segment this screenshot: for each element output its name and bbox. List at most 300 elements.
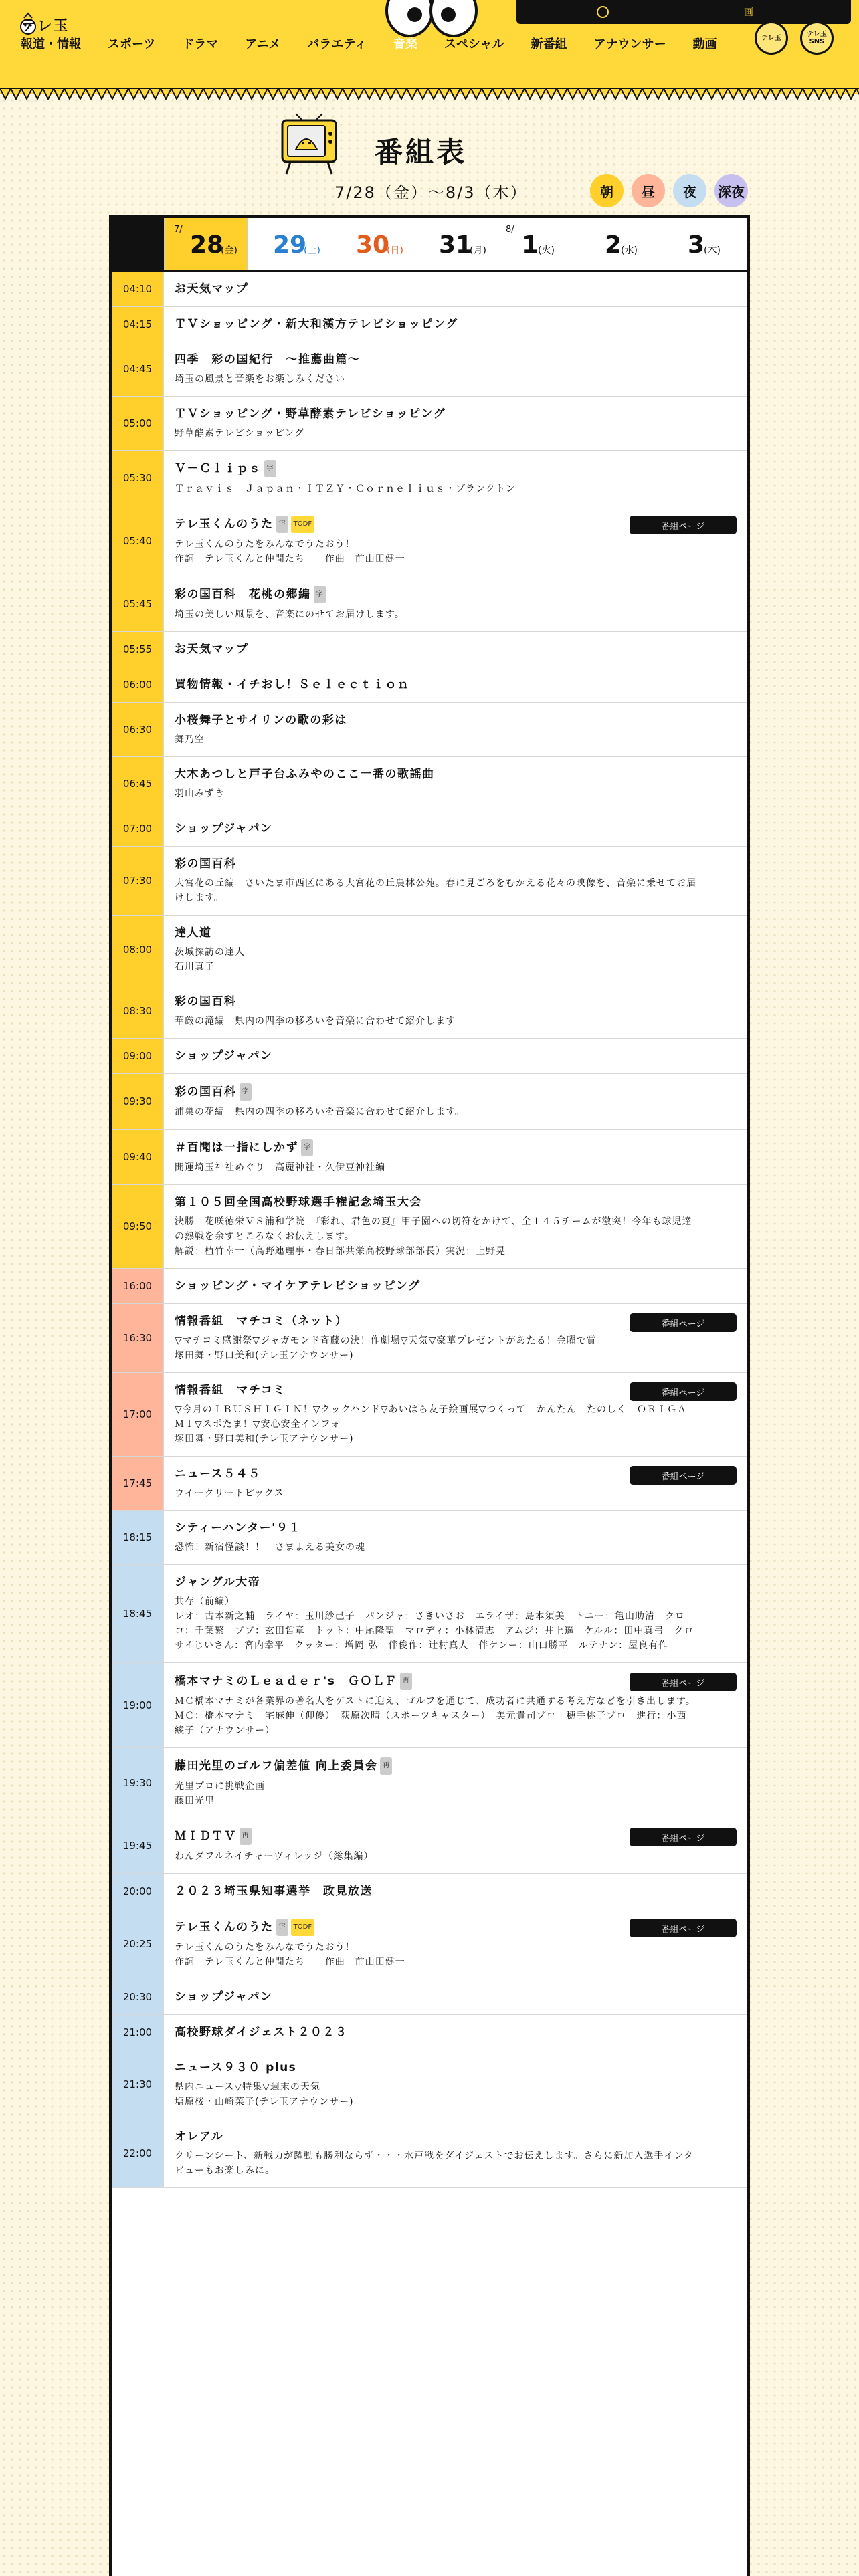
clock-icon xyxy=(597,6,609,18)
logo-text[interactable]: テレ玉 xyxy=(21,18,70,35)
program-title-text: 彩の国百科 xyxy=(175,995,237,1008)
program-title[interactable] xyxy=(175,586,734,603)
program-row xyxy=(112,1457,747,1511)
program-time: 06:00 xyxy=(112,667,164,702)
program-row xyxy=(112,2119,747,2188)
program-row xyxy=(112,451,747,506)
program-title[interactable] xyxy=(175,766,734,782)
program-title-text: ＴＶショッピング・野草酵素テレビショッピング xyxy=(175,407,446,421)
program-title-text: ２０２３埼玉県知事選挙 政見放送 xyxy=(175,1885,373,1898)
tv-mascot-icon xyxy=(276,112,343,179)
program-description-line: 浦巣の花編 県内の四季の移ろいを音楽に合わせて紹介します。 xyxy=(175,1107,465,1117)
program-description-line: 藤田光里 xyxy=(175,1796,215,1806)
program-description xyxy=(175,607,734,622)
program-description-line: 作詞 テレ玉くんと仲間たち 作曲 前山田健一 xyxy=(175,554,405,564)
program-cell xyxy=(164,1269,747,1303)
program-description xyxy=(175,1402,734,1446)
program-title-text: ＭＩＤＴＶ xyxy=(175,1830,237,1843)
program-tag: TODF xyxy=(291,516,314,533)
program-page-button[interactable]: 番組ページ xyxy=(630,1313,737,1332)
program-description xyxy=(175,1540,734,1555)
program-time: 16:00 xyxy=(112,1269,164,1303)
program-time: 20:00 xyxy=(112,1874,164,1909)
time-of-day-button[interactable]: 夜 xyxy=(673,174,706,207)
schedule-table xyxy=(109,215,750,2576)
program-description-line: ウイークリートピックス xyxy=(175,1488,284,1499)
program-title[interactable] xyxy=(175,2024,734,2040)
program-description-line: ビューもお楽しみに。 xyxy=(175,2165,275,2176)
program-cell xyxy=(164,397,747,450)
program-time: 21:00 xyxy=(112,2015,164,2050)
program-time: 05:00 xyxy=(112,397,164,450)
program-cell xyxy=(164,576,747,631)
program-description xyxy=(175,1694,734,1738)
program-description-line: 塚田舞・野口美和(テレ玉アナウンサー) xyxy=(175,1350,354,1361)
program-cell xyxy=(164,451,747,506)
program-time: 22:00 xyxy=(112,2119,164,2187)
tele-tama-icon-label: テレ玉 xyxy=(761,34,781,42)
day-number: 1 xyxy=(522,231,539,259)
program-description-line: Ｔｒａｖｉｓ Ｊａｐａｎ・ＩＴＺＹ・Ｃｏｒｎｅｌｉｕｓ・ブランクトン xyxy=(175,484,516,494)
program-tag: 字 xyxy=(264,460,276,477)
program-description xyxy=(175,1779,734,1808)
program-description-line: 大宮花の丘編 さいたま市西区にある大宮花の丘農林公苑。春に見ごろをむかえる花々の映像を、音楽に乗せてお届 xyxy=(175,878,696,889)
program-cell xyxy=(164,1909,747,1979)
program-title[interactable] xyxy=(175,281,734,297)
program-title-text: ＴＶショッピング・新大和漢方テレビショッピング xyxy=(175,318,458,331)
nav-item[interactable]: バラエティ xyxy=(307,37,367,51)
program-description-line: 埼玉の風景と音楽をお楽しみください xyxy=(175,374,345,385)
program-row xyxy=(112,1269,747,1304)
program-cell xyxy=(164,757,747,811)
program-row xyxy=(112,1818,747,1874)
program-description-line: 茨城探訪の達人 xyxy=(175,947,245,958)
day-tab[interactable] xyxy=(496,218,579,270)
program-time: 04:10 xyxy=(112,272,164,306)
program-description-line: ▽マチコミ感謝祭▽ジャガモンド斉藤の決！作劇場▽天気▽豪華プレゼントがあたる！金曜で賞 xyxy=(175,1335,597,1346)
program-description-line: 埼玉の美しい風景を、音楽にのせてお届けします。 xyxy=(175,609,405,620)
program-description-line: テレ玉くんのうたをみんなでうたおう！ xyxy=(175,539,355,550)
program-time: 09:50 xyxy=(112,1185,164,1268)
program-title-text: ショップジャパン xyxy=(175,1990,273,2004)
program-description-line: 共存（前編） xyxy=(175,1596,235,1607)
program-title-text: 橋本マナミのＬｅａｄｅｒ's ＧＯＬＦ xyxy=(175,1675,397,1688)
program-title[interactable] xyxy=(175,677,734,693)
program-title-text: 小桜舞子とサイリンの歌の彩は xyxy=(175,714,347,727)
program-time: 21:30 xyxy=(112,2050,164,2119)
program-description xyxy=(175,1940,734,1969)
day-weekday: (木) xyxy=(704,245,721,256)
site-header xyxy=(0,0,859,94)
program-time: 09:40 xyxy=(112,1130,164,1184)
nav-item[interactable]: 動画 xyxy=(692,37,717,51)
program-title-text: 情報番組 マチコミ（ネット） xyxy=(175,1315,348,1328)
program-tag: 字 xyxy=(301,1139,313,1156)
program-time: 20:25 xyxy=(112,1909,164,1979)
program-title-text: 高校野球ダイジェスト２０２３ xyxy=(175,2026,348,2039)
program-title-text: 彩の国百科 xyxy=(175,1085,237,1099)
program-description xyxy=(175,1594,734,1653)
program-time: 18:45 xyxy=(112,1565,164,1662)
day-weekday: (金) xyxy=(221,245,237,256)
program-description xyxy=(175,732,734,747)
program-title-text: オレアル xyxy=(175,2130,224,2143)
program-cell xyxy=(164,506,747,576)
program-description-line: 塚田舞・野口美和(テレ玉アナウンサー) xyxy=(175,1434,354,1444)
sns-icon[interactable] xyxy=(800,21,834,55)
program-title-text: お天気マップ xyxy=(175,282,249,296)
program-title-text: 彩の国百科 花桃の郷編 xyxy=(175,588,311,601)
program-cell xyxy=(164,1457,747,1510)
nav-item[interactable]: スペシャル xyxy=(444,37,504,51)
program-row xyxy=(112,342,747,397)
day-weekday: (月) xyxy=(470,245,486,256)
program-cell xyxy=(164,1874,747,1909)
program-cell xyxy=(164,2015,747,2050)
program-description xyxy=(175,2080,734,2109)
program-description-line: 石川真子 xyxy=(175,962,215,972)
program-row xyxy=(112,811,747,847)
program-cell xyxy=(164,1663,747,1747)
program-title[interactable] xyxy=(175,352,734,368)
program-cell xyxy=(164,1130,747,1184)
program-cell xyxy=(164,667,747,702)
program-row xyxy=(112,272,747,307)
program-cell xyxy=(164,703,747,756)
program-description-line: サイじいさん：宮内幸平 クッター：増岡 弘 伴俊作：辻村真人 伴ケンー：山口勝平 ルテナン：屋良有作 xyxy=(175,1640,669,1651)
program-description-line: の熱戦を余すところなくお伝えします。 xyxy=(175,1231,355,1242)
program-time: 17:00 xyxy=(112,1373,164,1456)
day-month: 7/ xyxy=(174,225,183,235)
day-tab[interactable] xyxy=(164,218,247,270)
nav-item[interactable]: 報道・情報 xyxy=(21,37,81,51)
program-tag: TODF xyxy=(291,1919,314,1936)
page-title: 番組表 xyxy=(375,136,468,169)
program-row xyxy=(112,2015,747,2050)
program-time: 04:45 xyxy=(112,342,164,396)
time-of-day-button[interactable]: 深夜 xyxy=(714,174,748,207)
program-page-button[interactable]: 番組ページ xyxy=(630,1919,737,1937)
program-description-line: 県内ニュース▽特集▽週末の天気 xyxy=(175,2082,320,2092)
day-number: 2 xyxy=(605,231,622,259)
program-row xyxy=(112,1511,747,1565)
program-page-button[interactable]: 番組ページ xyxy=(630,1828,737,1846)
program-time: 18:15 xyxy=(112,1511,164,1564)
program-title[interactable] xyxy=(175,1574,734,1590)
program-title[interactable] xyxy=(175,821,734,837)
day-tab[interactable] xyxy=(662,218,745,270)
program-title[interactable] xyxy=(175,712,734,728)
program-title-text: 第１０５回全国高校野球選手権記念埼玉大会 xyxy=(175,1196,422,1209)
program-tag: 字 xyxy=(276,516,288,533)
tele-tama-icon[interactable] xyxy=(755,21,788,55)
header-zigzag-divider xyxy=(0,88,859,100)
program-description-line: 野草酵素テレビショッピング xyxy=(175,428,305,439)
program-cell xyxy=(164,1373,747,1456)
program-title-text: シティーハンター'９１ xyxy=(175,1521,301,1535)
program-description xyxy=(175,786,734,801)
program-time: 08:30 xyxy=(112,984,164,1038)
program-time: 09:30 xyxy=(112,1074,164,1129)
program-description xyxy=(175,1014,734,1029)
program-row xyxy=(112,1565,747,1663)
program-row xyxy=(112,632,747,667)
program-cell xyxy=(164,2050,747,2119)
program-description-line: テレ玉くんのうたをみんなでうたおう！ xyxy=(175,1942,355,1953)
program-cell xyxy=(164,632,747,667)
program-cell xyxy=(164,1818,747,1873)
program-cell xyxy=(164,342,747,396)
program-title[interactable] xyxy=(175,994,734,1010)
program-row xyxy=(112,1663,747,1748)
program-row xyxy=(112,1185,747,1269)
program-cell xyxy=(164,1748,747,1818)
program-title-text: 情報番組 マチコミ xyxy=(175,1384,286,1397)
program-row xyxy=(112,757,747,811)
program-time: 06:45 xyxy=(112,757,164,811)
program-cell xyxy=(164,811,747,846)
program-time: 19:00 xyxy=(112,1663,164,1747)
program-description xyxy=(175,1160,734,1175)
program-time: 20:30 xyxy=(112,1979,164,2014)
program-description xyxy=(175,426,734,441)
program-row xyxy=(112,703,747,757)
program-tag: 再 xyxy=(380,1757,392,1775)
day-number: 31 xyxy=(439,231,473,259)
program-description-line: レオ：古本新之輔 ライヤ：玉川紗己子 パンジャ：さきいさお エライザ：島本須美 トニー：亀山助清 クロ xyxy=(175,1611,685,1622)
program-tag: 字 xyxy=(314,586,326,603)
program-description-line: クリーンシート、新戦力が躍動も勝利ならず・・・水戸戦をダイジェストでお伝えします。さらに新加入選手インタ xyxy=(175,2151,694,2161)
day-tab[interactable] xyxy=(330,218,413,270)
program-page-button[interactable]: 番組ページ xyxy=(630,516,737,534)
program-time: 17:45 xyxy=(112,1457,164,1510)
nav-item[interactable]: アナウンサー xyxy=(593,37,666,51)
program-description-line: ▽今月のＩＢＵＳＨＩＧＩＮ！▽クックハンド▽あいはら友子絵画展▽つくって かんたん たのしく ＯＲＩＧＡ xyxy=(175,1404,687,1415)
program-cell xyxy=(164,1304,747,1372)
program-title[interactable] xyxy=(175,316,734,332)
program-title[interactable] xyxy=(175,406,734,422)
program-description xyxy=(175,372,734,387)
program-cell xyxy=(164,984,747,1038)
program-tag: 再 xyxy=(400,1673,412,1690)
program-time: 08:00 xyxy=(112,916,164,984)
program-description-line: 華厳の滝編 県内の四季の移ろいを音楽に合わせて紹介します xyxy=(175,1016,456,1027)
program-time: 07:00 xyxy=(112,811,164,846)
program-title-text: ショップジャパン xyxy=(175,1049,273,1063)
program-description-line: わんダフルネイチャーヴィレッジ（総集編） xyxy=(175,1851,374,1862)
program-tag: 字 xyxy=(276,1919,288,1936)
program-title[interactable] xyxy=(175,1083,734,1101)
program-row xyxy=(112,307,747,342)
program-description xyxy=(175,1105,734,1119)
nav-item[interactable]: アニメ xyxy=(245,37,281,51)
program-row xyxy=(112,1304,747,1373)
program-row xyxy=(112,667,747,703)
program-title-text: Ｖ－Ｃｌｉｐｓ xyxy=(175,462,262,475)
program-description-line: 恐怖！新宿怪談！！ さまよえる美女の魂 xyxy=(175,1542,365,1553)
program-description-line: 解説：植竹幸一（高野連理事・春日部共栄高校野球部部長）実況：上野晃 xyxy=(175,1246,506,1257)
program-cell xyxy=(164,1511,747,1564)
program-title[interactable] xyxy=(175,1278,734,1294)
program-title-text: 彩の国百科 xyxy=(175,857,237,871)
program-row xyxy=(112,576,747,632)
program-title[interactable] xyxy=(175,1139,734,1156)
day-tab[interactable] xyxy=(413,218,496,270)
program-page-button[interactable]: 番組ページ xyxy=(630,1673,737,1691)
program-tag: 字 xyxy=(240,1083,252,1101)
program-description-line: けします。 xyxy=(175,893,224,903)
program-cell xyxy=(164,1565,747,1662)
program-title-text: ジャングル大帝 xyxy=(175,1576,261,1589)
program-row xyxy=(112,1748,747,1818)
nav-item[interactable]: 音楽 xyxy=(393,37,417,51)
program-title[interactable] xyxy=(175,1194,734,1210)
program-time: 19:30 xyxy=(112,1748,164,1818)
program-title-text: ショッピング・マイケアテレビショッピング xyxy=(175,1279,421,1293)
day-weekday: (土) xyxy=(304,245,320,256)
nav-item[interactable]: スポーツ xyxy=(108,37,156,51)
program-time: 16:30 xyxy=(112,1304,164,1372)
program-time: 05:55 xyxy=(112,632,164,667)
program-description xyxy=(175,1333,734,1363)
program-title[interactable] xyxy=(175,1883,734,1899)
day-weekday: (日) xyxy=(387,245,403,256)
program-time: 06:30 xyxy=(112,703,164,756)
program-description xyxy=(175,481,734,496)
program-time: 19:45 xyxy=(112,1818,164,1873)
nav-item[interactable]: ドラマ xyxy=(182,37,219,51)
program-row xyxy=(112,847,747,916)
program-title-text: 買物情報・イチおし！Ｓｅｌｅｃｔｉｏｎ xyxy=(175,678,410,691)
program-row xyxy=(112,1074,747,1130)
program-description xyxy=(175,537,734,566)
program-title-text: ニュース９３０ plus xyxy=(175,2061,297,2074)
day-weekday: (水) xyxy=(621,245,638,256)
day-number: 30 xyxy=(356,231,390,259)
program-cell xyxy=(164,272,747,306)
program-title-text: テレ玉くんのうた xyxy=(175,518,274,531)
time-of-day-button[interactable]: 朝 xyxy=(590,174,624,207)
program-title-text: テレ玉くんのうた xyxy=(175,1921,274,1934)
program-description xyxy=(175,876,734,905)
program-time: 05:45 xyxy=(112,576,164,631)
program-page-button[interactable]: 番組ページ xyxy=(630,1466,737,1485)
day-month: 8/ xyxy=(506,225,514,235)
program-title-text: ＃百聞は一指にしかず xyxy=(175,1141,298,1154)
program-row xyxy=(112,1039,747,1074)
program-time: 09:00 xyxy=(112,1039,164,1073)
day-weekday: (火) xyxy=(538,245,555,256)
mascot-eyes-icon xyxy=(381,0,482,39)
day-tab[interactable] xyxy=(247,218,330,270)
program-title[interactable] xyxy=(175,641,734,657)
program-row xyxy=(112,916,747,984)
program-row xyxy=(112,1373,747,1457)
program-title[interactable] xyxy=(175,2060,734,2076)
program-title-text: ショップジャパン xyxy=(175,822,273,835)
program-row xyxy=(112,1909,747,1979)
program-cell xyxy=(164,1185,747,1268)
program-description xyxy=(175,1486,734,1501)
day-tab[interactable] xyxy=(579,218,662,270)
program-row xyxy=(112,397,747,451)
program-title[interactable] xyxy=(175,2129,734,2145)
program-time: 04:15 xyxy=(112,307,164,342)
program-title[interactable] xyxy=(175,460,734,477)
program-description-line: ＭＩ▽スポたま！▽安心安全インフォ xyxy=(175,1419,341,1430)
day-number: 29 xyxy=(273,231,307,259)
program-title-text: 大木あつしと戸子台ふみやのここ一番の歌謡曲 xyxy=(175,768,435,781)
program-cell xyxy=(164,1039,747,1073)
program-description-line: 羽山みずき xyxy=(175,788,225,799)
program-cell xyxy=(164,1074,747,1129)
program-description-line: ＭＣ：橋本マナミ 宅麻伸（仰優） 荻原次晴（スポーツキャスター） 美元貴司プロ 穂手桃子プロ 進行：小西 xyxy=(175,1711,687,1721)
program-cell xyxy=(164,1979,747,2014)
top-ticker-bar xyxy=(516,0,851,24)
program-tag: 再 xyxy=(240,1828,252,1845)
program-description-line: 開運埼玉神社めぐり 高麗神社・久伊豆神社編 xyxy=(175,1162,385,1173)
program-title-text: 達人道 xyxy=(175,926,212,940)
program-cell xyxy=(164,847,747,915)
program-time: 05:30 xyxy=(112,451,164,506)
program-title[interactable] xyxy=(175,1048,734,1064)
program-cell xyxy=(164,916,747,984)
program-title[interactable] xyxy=(175,856,734,872)
program-description-line: ＭＣ橋本マナミが各業界の著名人をゲストに迎え、ゴルフを通じて、成功者に共通する考え方などを引き出します。 xyxy=(175,1696,696,1707)
date-range: 7/28（金）～8/3（木） xyxy=(335,183,528,202)
program-time: 05:40 xyxy=(112,506,164,576)
day-number: 28 xyxy=(190,231,224,259)
nav-item[interactable]: 新番組 xyxy=(531,37,567,51)
program-time: 07:30 xyxy=(112,847,164,915)
program-row xyxy=(112,1979,747,2015)
day-number: 3 xyxy=(688,231,705,259)
program-row xyxy=(112,506,747,576)
ticker-mark: 画 xyxy=(744,7,753,18)
program-description-line: 決勝 花咲徳栄ＶＳ浦和学院 『彩れ、君色の夏』甲子園への切符をかけて、全１４５チームが激突！今年も球児達 xyxy=(175,1216,692,1227)
program-title-text: 藤田光里のゴルフ偏差値 向上委員会 xyxy=(175,1759,378,1773)
program-cell xyxy=(164,307,747,342)
program-row xyxy=(112,2050,747,2119)
program-description-line: コ：千葉繁 ブブ：玄田哲章 トット：中尾隆聖 マロディ：小林清志 アムジ：井上遥 ケルル：田中真弓 クロ xyxy=(175,1626,694,1636)
program-description xyxy=(175,2149,734,2178)
program-description-line: 塩原桜・山崎菜子(テレ玉アナウンサー) xyxy=(175,2097,354,2107)
program-row xyxy=(112,984,747,1039)
program-row xyxy=(112,1874,747,1909)
program-list xyxy=(112,272,747,2188)
time-of-day-button[interactable]: 昼 xyxy=(632,174,665,207)
day-header xyxy=(112,218,747,272)
program-description xyxy=(175,1849,734,1864)
program-description-line: 舞乃空 xyxy=(175,734,205,745)
main-nav xyxy=(17,35,731,56)
program-title[interactable] xyxy=(175,1989,734,2005)
program-title[interactable] xyxy=(175,925,734,941)
program-page-button[interactable]: 番組ページ xyxy=(630,1382,737,1401)
program-description-line: 綾子（アナウンサー） xyxy=(175,1725,275,1736)
program-description-line: 作詞 テレ玉くんと仲間たち 作曲 前山田健一 xyxy=(175,1957,405,1967)
program-title-text: 四季 彩の国紀行 ～推薦曲篇～ xyxy=(175,353,361,366)
program-description xyxy=(175,1214,734,1259)
sns-icon-label: テレ玉SNS xyxy=(807,31,827,45)
program-title-text: ニュース５４５ xyxy=(175,1467,261,1481)
program-description-line: 光里プロに挑戦企画 xyxy=(175,1781,265,1792)
program-title[interactable] xyxy=(175,1757,734,1775)
program-cell xyxy=(164,2119,747,2187)
program-description xyxy=(175,945,734,974)
day-header-corner xyxy=(112,218,164,270)
program-title[interactable] xyxy=(175,1520,734,1536)
